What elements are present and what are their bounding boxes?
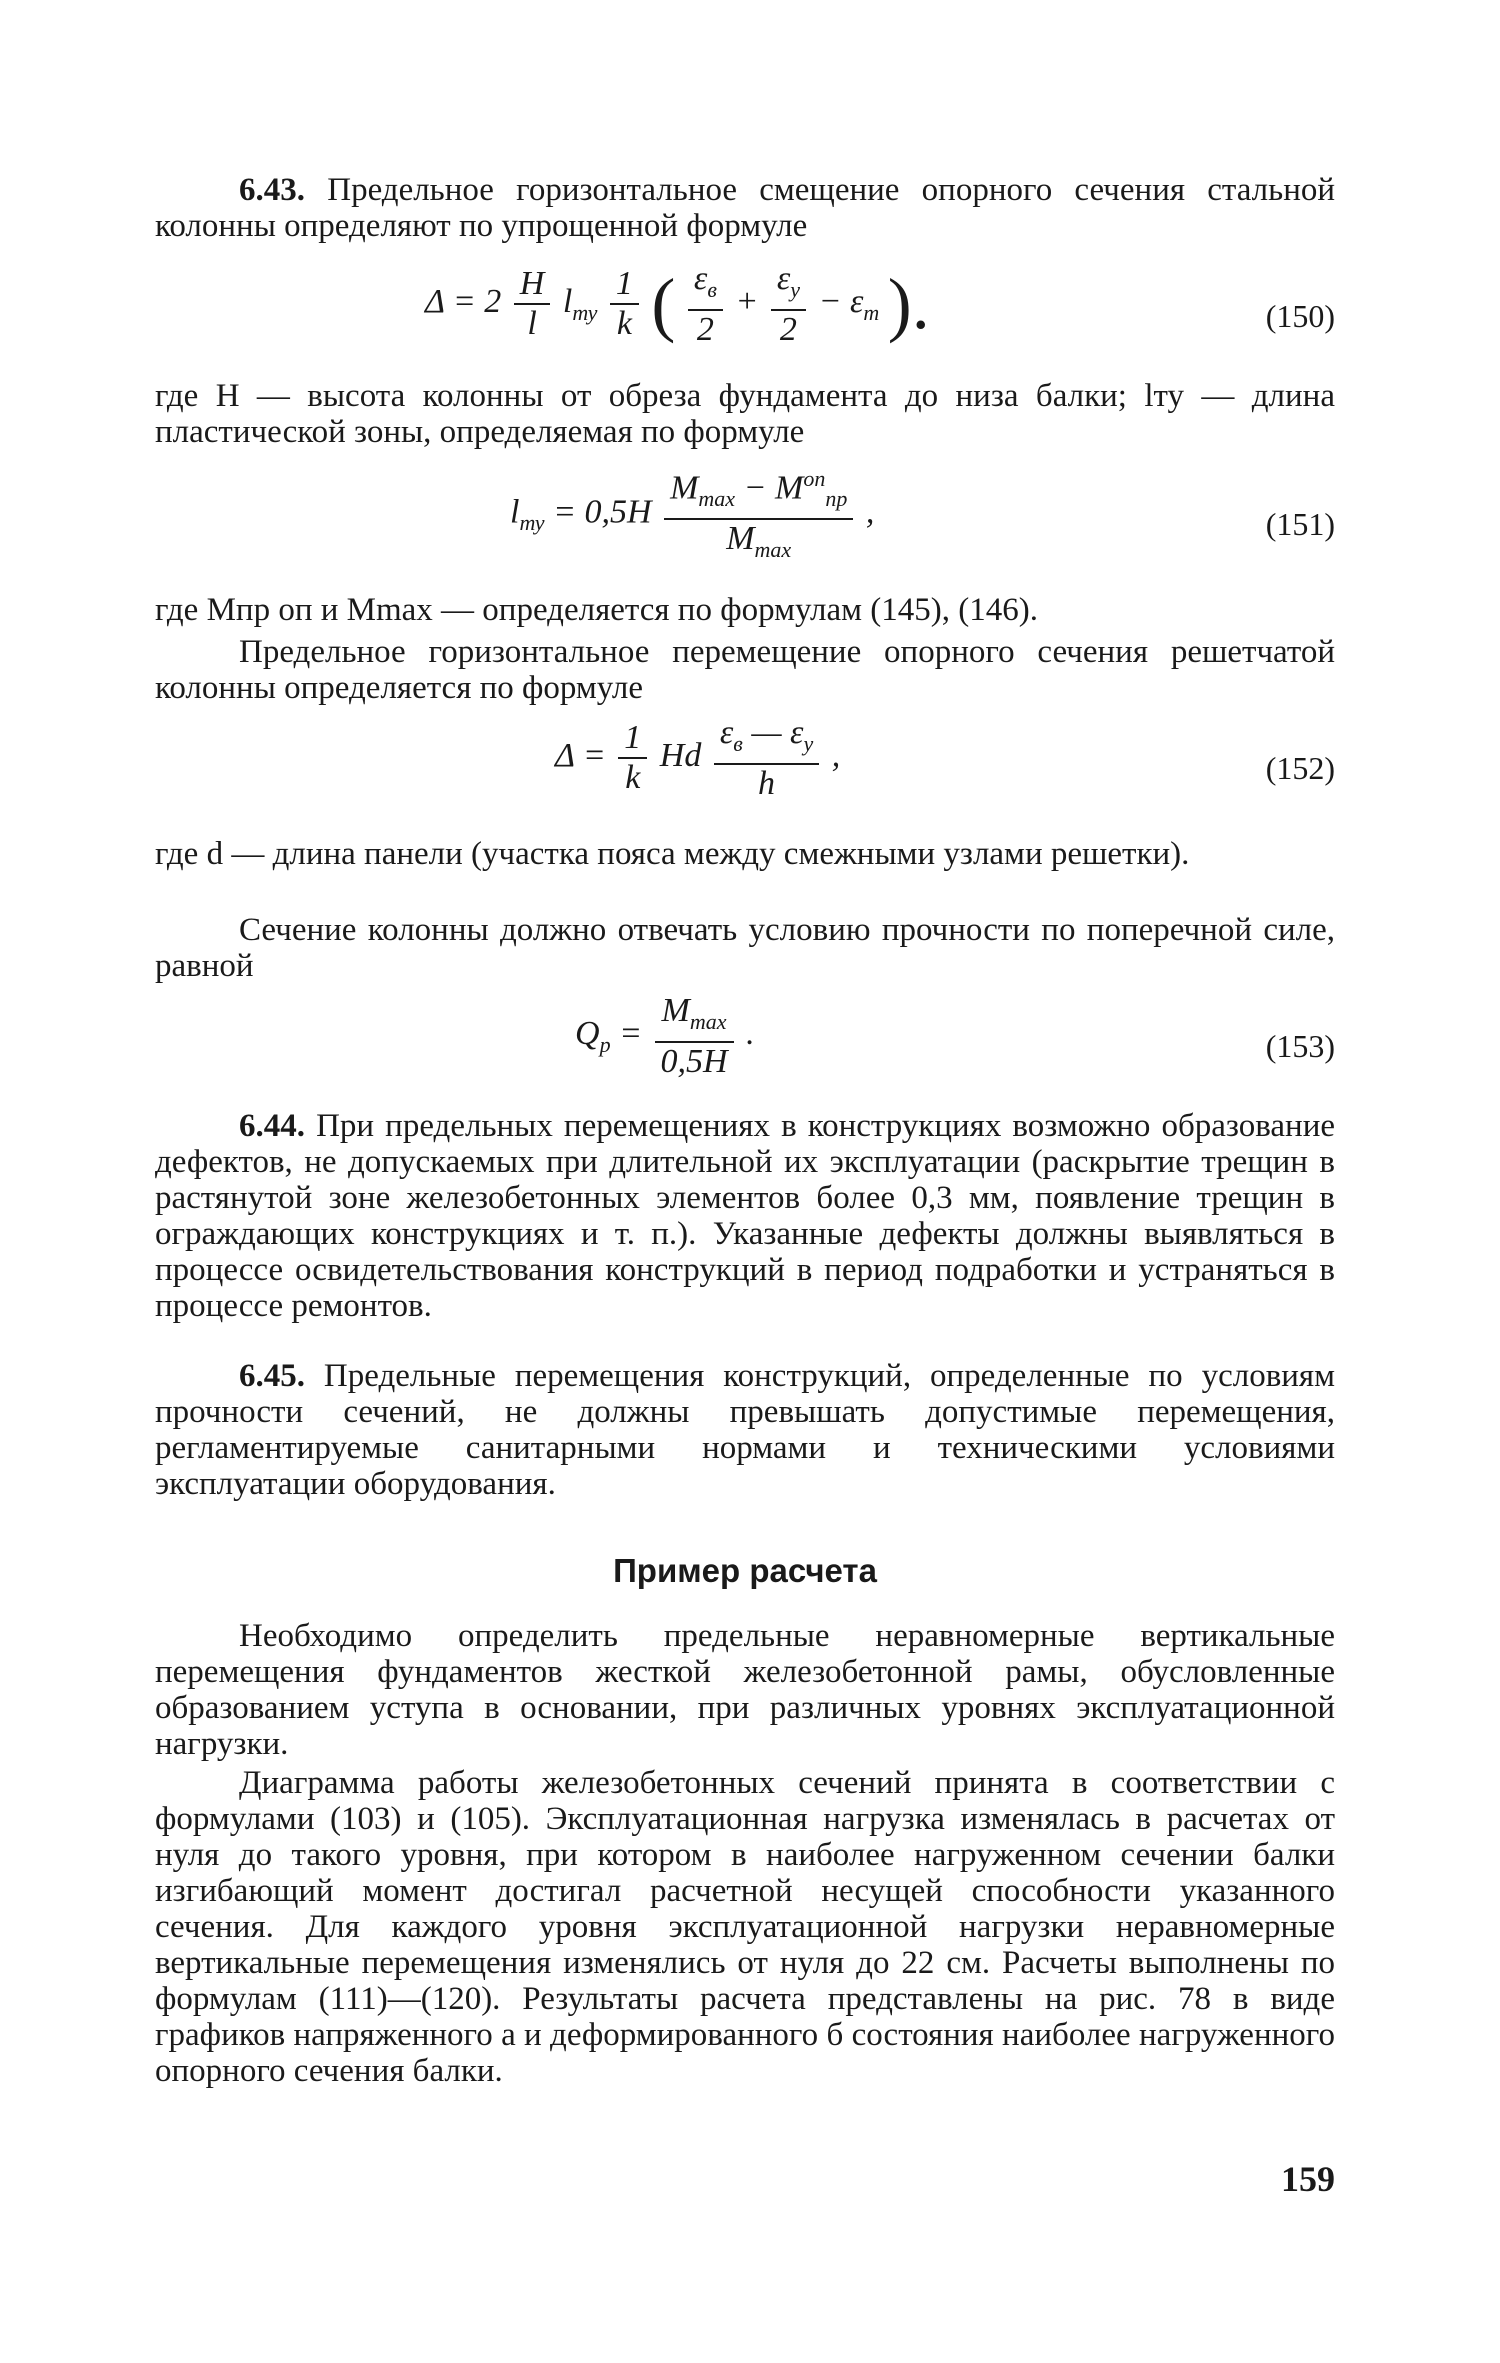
paragraph-6-44 (155, 1108, 1335, 1324)
section-number: 6.45. (239, 1358, 305, 1394)
example-paragraph-2: Диаграмма работы железобетонных сечений принята в соответствии с формулами (103) и (105). Эксплуатационная нагрузка изменялась в расчетах от нуля до такого уровня, при котором в наиболее нагруженном сечении балки изгибающий момент достигал расчетной несущей способности указанного сечения. Для каждого уровня эксплуатационной нагрузки неравномерные вертикальные перемещения изменялись от нуля до 22 см. Расчеты выполнены по формулам (111)—(120). Результаты расчета представлены на рис. 78 в виде графиков напряженного а и деформированного б состояния наиболее нагруженного опорного сечения балки. (155, 1765, 1335, 2089)
equation-number: (152) (1265, 750, 1335, 786)
paragraph-text: Предельные перемещения конструкций, определенные по условиям прочности сечений, не должны превышать допустимые перемещения, регламентируемые санитарными нормами и техническими условиями эксплуатации оборудования. (155, 1358, 1335, 1502)
formula-151 (155, 462, 1335, 582)
equation-number: (151) (1265, 506, 1335, 542)
formula-152 (155, 716, 1335, 836)
paragraph-where-151: где Mпр оп и Mmax — определяется по формулам (145), (146). (155, 592, 1038, 628)
paragraph-6-45 (155, 1358, 1335, 1502)
formula-151-expression: $l_{ту} = 0,5H$ $\frac{M_{max} - M^{оп}_{пр}}{M_{max}}$ , (510, 462, 874, 567)
paragraph-section: Сечение колонны должно отвечать условию прочности по поперечной силе, равной (155, 912, 1335, 984)
paragraph-text: При предельных перемещениях в конструкциях возможно образование дефектов, не допускаемых при длительной их эксплуатации (раскрытие трещин в растянутой зоне железобетонных элементов более 0,3 мм, появление трещин в ограждающих конструкциях и т. п.). Указанные дефекты должны выявляться в процессе освидетельствования конструкций в период подработки и устраняться в процессе ремонтов. (155, 1108, 1335, 1324)
paragraph-6-43 (155, 172, 1335, 244)
formula-152-expression: Δ = $\frac{1}{k}$ Hd $\frac{\varepsilon_в — \varepsilon_у}{h}$ , (555, 714, 841, 802)
paragraph-where-152: где d — длина панели (участка пояса между смежными узлами решетки). (155, 836, 1190, 872)
formula-150-expression: Δ = 2 $\frac{H}{l}$ $l_{ту}$ $\frac{1}{k}$ ( $\frac{\varepsilon_в}{2}$ + $\frac{\varepsilon_у}{2}$ − $\varepsilon_т$ ). (425, 260, 930, 348)
section-number: 6.43. (239, 172, 305, 208)
formula-150 (155, 262, 1335, 382)
paragraph-text: Предельное горизонтальное смещение опорного сечения стальной колонны определяют по упрощенной формуле (155, 172, 1336, 244)
equation-number: (153) (1265, 1028, 1335, 1064)
section-number: 6.44. (239, 1108, 305, 1144)
example-paragraph-1: Необходимо определить предельные неравномерные вертикальные перемещения фундаментов жесткой железобетонной рамы, обусловленные образованием уступа в основании, при различных уровнях эксплуатационной нагрузки. (155, 1618, 1335, 1762)
paragraph-where-150: где H — высота колонны от обреза фундамента до низа балки; lту — длина пластической зоны, определяемая по формуле (155, 378, 1335, 450)
formula-153-expression: $Q_р$ = $\frac{M_{max}}{0,5H}$ . (575, 992, 755, 1080)
formula-153 (155, 994, 1335, 1114)
example-heading: Пример расчета (613, 1552, 877, 1589)
equation-number: (150) (1265, 298, 1335, 334)
page-number: 159 (1281, 2159, 1335, 2199)
paragraph-lattice: Предельное горизонтальное перемещение опорного сечения решетчатой колонны определяется по формуле (155, 634, 1335, 706)
